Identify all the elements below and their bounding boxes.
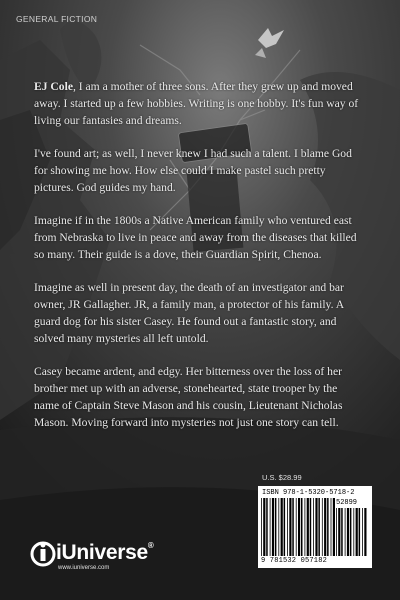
barcode-bar — [345, 508, 346, 556]
isbn-label: ISBN 978-1-5320-5718-2 — [262, 489, 355, 497]
price-supplement-number: 52899 — [336, 499, 358, 507]
barcode-bar — [327, 498, 329, 556]
blurb-paragraph-4: Imagine as well in present day, the death of an investigator and bar owner, JR Gallagher. JR, a family man, a protector of his family. A guard dog for his sister Casey. He found out a fantastic story, and solved many mysteries all left untold. — [34, 281, 344, 345]
price-label: U.S. $28.99 — [262, 473, 302, 482]
blurb-paragraph-1 — [34, 78, 364, 129]
barcode-bar — [263, 498, 265, 556]
barcode-bar — [272, 498, 274, 556]
blurb-paragraph-1-text: , I am a mother of three sons. After they grew up and moved away. I started up a few hobbies. Writing is one hobby. It's fun way of living our fantasies and dreams. — [34, 80, 359, 127]
barcode-bar — [324, 498, 326, 556]
supplement-barcode — [336, 508, 368, 556]
ean-barcode — [261, 498, 335, 556]
barcode — [258, 486, 372, 568]
barcode-bar — [353, 508, 354, 556]
publisher-name: iUniverse® — [56, 541, 154, 564]
barcode-bar — [350, 508, 352, 556]
barcode-bar — [298, 498, 300, 556]
blurb — [34, 78, 364, 447]
barcode-bar — [284, 498, 286, 556]
author-name: EJ Cole — [34, 80, 73, 93]
barcode-bar — [310, 498, 312, 556]
barcode-bar — [338, 508, 340, 556]
barcode-bar — [318, 498, 320, 556]
barcode-bar — [333, 498, 335, 556]
blurb-paragraph-2: I've found art; as well, I never knew I had such a talent. I blame God for showing me how. How else could I make pastel such pretty pictures. God guides my hand. — [34, 147, 352, 194]
barcode-bar — [331, 498, 332, 556]
barcode-bar — [313, 498, 314, 556]
barcode-bar — [359, 508, 361, 556]
barcode-bar — [292, 498, 294, 556]
barcode-bar — [307, 498, 309, 556]
iuniverse-logo-icon — [30, 540, 56, 570]
barcode-bar — [270, 498, 271, 556]
barcode-bar — [305, 498, 306, 556]
barcode-bar — [322, 498, 323, 556]
barcode-bar — [362, 508, 363, 556]
publisher-logo — [30, 540, 170, 574]
barcode-bar — [364, 508, 366, 556]
barcode-bar — [281, 498, 283, 556]
barcode-bar — [266, 498, 268, 556]
ean-number: 9 781532 057182 — [261, 557, 328, 565]
barcode-bar — [289, 498, 291, 556]
blurb-paragraph-3: Imagine if in the 1800s a Native American family who ventured east from Nebraska to live in peace and away from the diseases that killed so many. Their guide is a dove, their Guardian Spirit, Chenoa. — [34, 214, 357, 261]
barcode-bar — [341, 508, 343, 556]
barcode-bar — [315, 498, 317, 556]
barcode-bar — [347, 508, 349, 556]
barcode-bar — [278, 498, 279, 556]
publisher-url: www.iuniverse.com — [58, 565, 110, 571]
barcode-bar — [296, 498, 297, 556]
genre-label: GENERAL FICTION — [16, 14, 98, 24]
barcode-bar — [301, 498, 303, 556]
barcode-bar — [275, 498, 277, 556]
barcode-bar — [287, 498, 288, 556]
barcode-bar — [356, 508, 358, 556]
blurb-paragraph-5: Casey became ardent, and edgy. Her bitterness over the loss of her brother met up with an adverse, stonehearted, state trooper by the name of Captain Steve Mason and his cousin, Lieutenant Nicholas Mason. Moving forward into mysteries not just one story can tell. — [34, 365, 343, 429]
barcode-bar — [336, 508, 337, 556]
barcode-bar — [261, 498, 262, 556]
